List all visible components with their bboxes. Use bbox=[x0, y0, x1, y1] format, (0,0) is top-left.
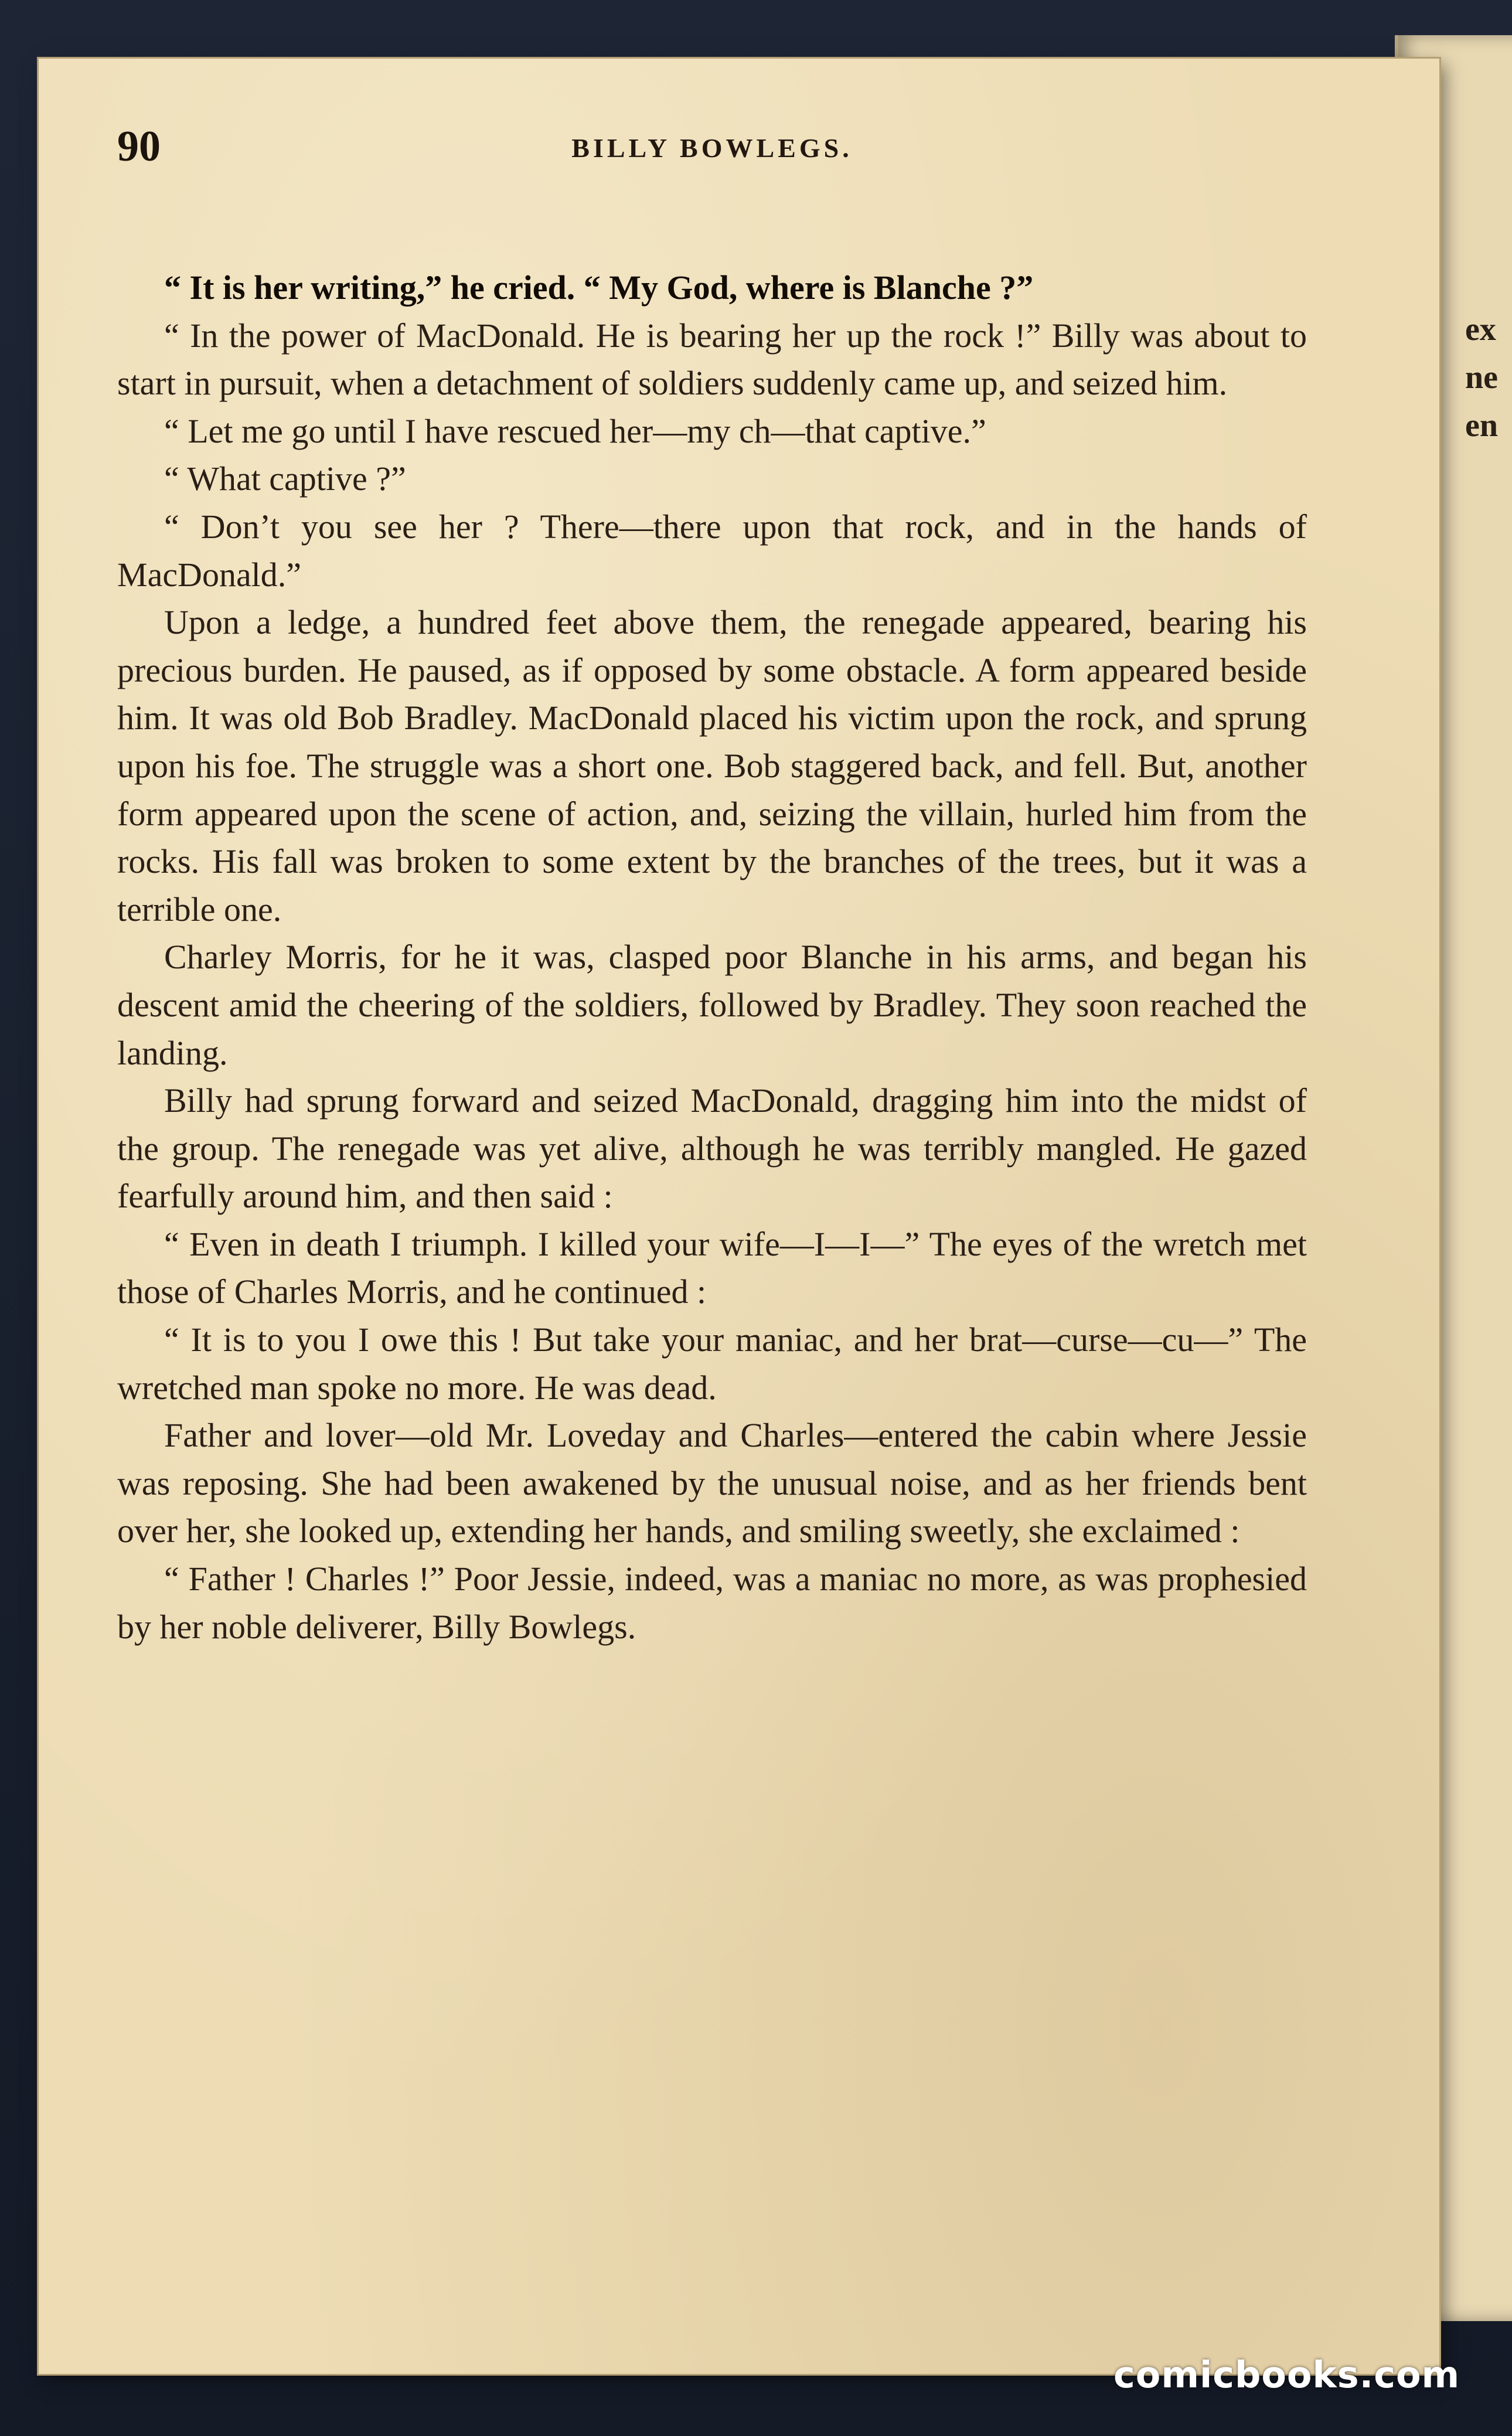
running-title: BILLY BOWLEGS. bbox=[571, 133, 853, 163]
page-header bbox=[117, 122, 1307, 175]
paragraph: Father and lover—old Mr. Loveday and Charles—entered the cabin where Jessie was reposing. She had been awakened by the unusual noise, and as her friends bent over her, she looked up, extending her hands, and smiling sweetly, she exclaimed : bbox=[117, 1416, 1307, 1550]
paragraph: Upon a ledge, a hundred feet above them, the renegade appeared, bearing his precious burden. He paused, as if opposed by some obstacle. A form appeared beside him. It was old Bob Bradley. MacDonald placed his victim upon the rock, and sprung upon his foe. The struggle was a short one. Bob staggered back, and fell. But, another form appeared upon the scene of action, and, seizing the villain, hurled him from the rocks. His fall was broken to some extent by the branches of the trees, but it was a terrible one. bbox=[117, 603, 1307, 928]
paragraph: “ Don’t you see her ? There—there upon that rock, and in the hands of MacDonald.” bbox=[117, 507, 1307, 594]
paragraph: “ It is her writing,” he cried. “ My God, where is Blanche ?” bbox=[164, 268, 1034, 307]
paragraph: “ Even in death I triumph. I killed your wife—I—I—” The eyes of the wretch met those of Charles Morris, and he continued : bbox=[117, 1224, 1307, 1311]
paragraph: “ It is to you I owe this ! But take your maniac, and her brat—curse—cu—” The wretched man spoke no more. He was dead. bbox=[117, 1321, 1307, 1407]
adjacent-page-fragment: en bbox=[1465, 407, 1498, 444]
paragraph: Billy had sprung forward and seized MacDonald, dragging him into the midst of the group. The renegade was yet alive, although he was terribly mangled. He gazed fearfully around him, and then said : bbox=[117, 1081, 1307, 1216]
page-number: 90 bbox=[117, 123, 161, 171]
paragraph: “ Let me go until I have rescued her—my ch—that captive.” bbox=[164, 411, 986, 450]
adjacent-page-fragment: ex bbox=[1465, 311, 1496, 348]
paragraph: “ What captive ?” bbox=[164, 460, 406, 498]
watermark: comicbooks.com bbox=[1113, 2353, 1460, 2396]
adjacent-page-fragment: ne bbox=[1465, 359, 1498, 396]
body-text bbox=[117, 264, 1307, 1651]
paragraph: “ In the power of MacDonald. He is bearing her up the rock !” Billy was about to start in pursuit, when a detachment of soldiers suddenly came up, and seized him. bbox=[117, 316, 1307, 403]
paragraph: “ Father ! Charles !” Poor Jessie, indeed, was a maniac no more, as was prophesied by her noble deliverer, Billy Bowlegs. bbox=[117, 1560, 1307, 1646]
paragraph: Charley Morris, for he it was, clasped poor Blanche in his arms, and began his descent amid the cheering of the soldiers, followed by Bradley. They soon reached the landing. bbox=[117, 938, 1307, 1072]
